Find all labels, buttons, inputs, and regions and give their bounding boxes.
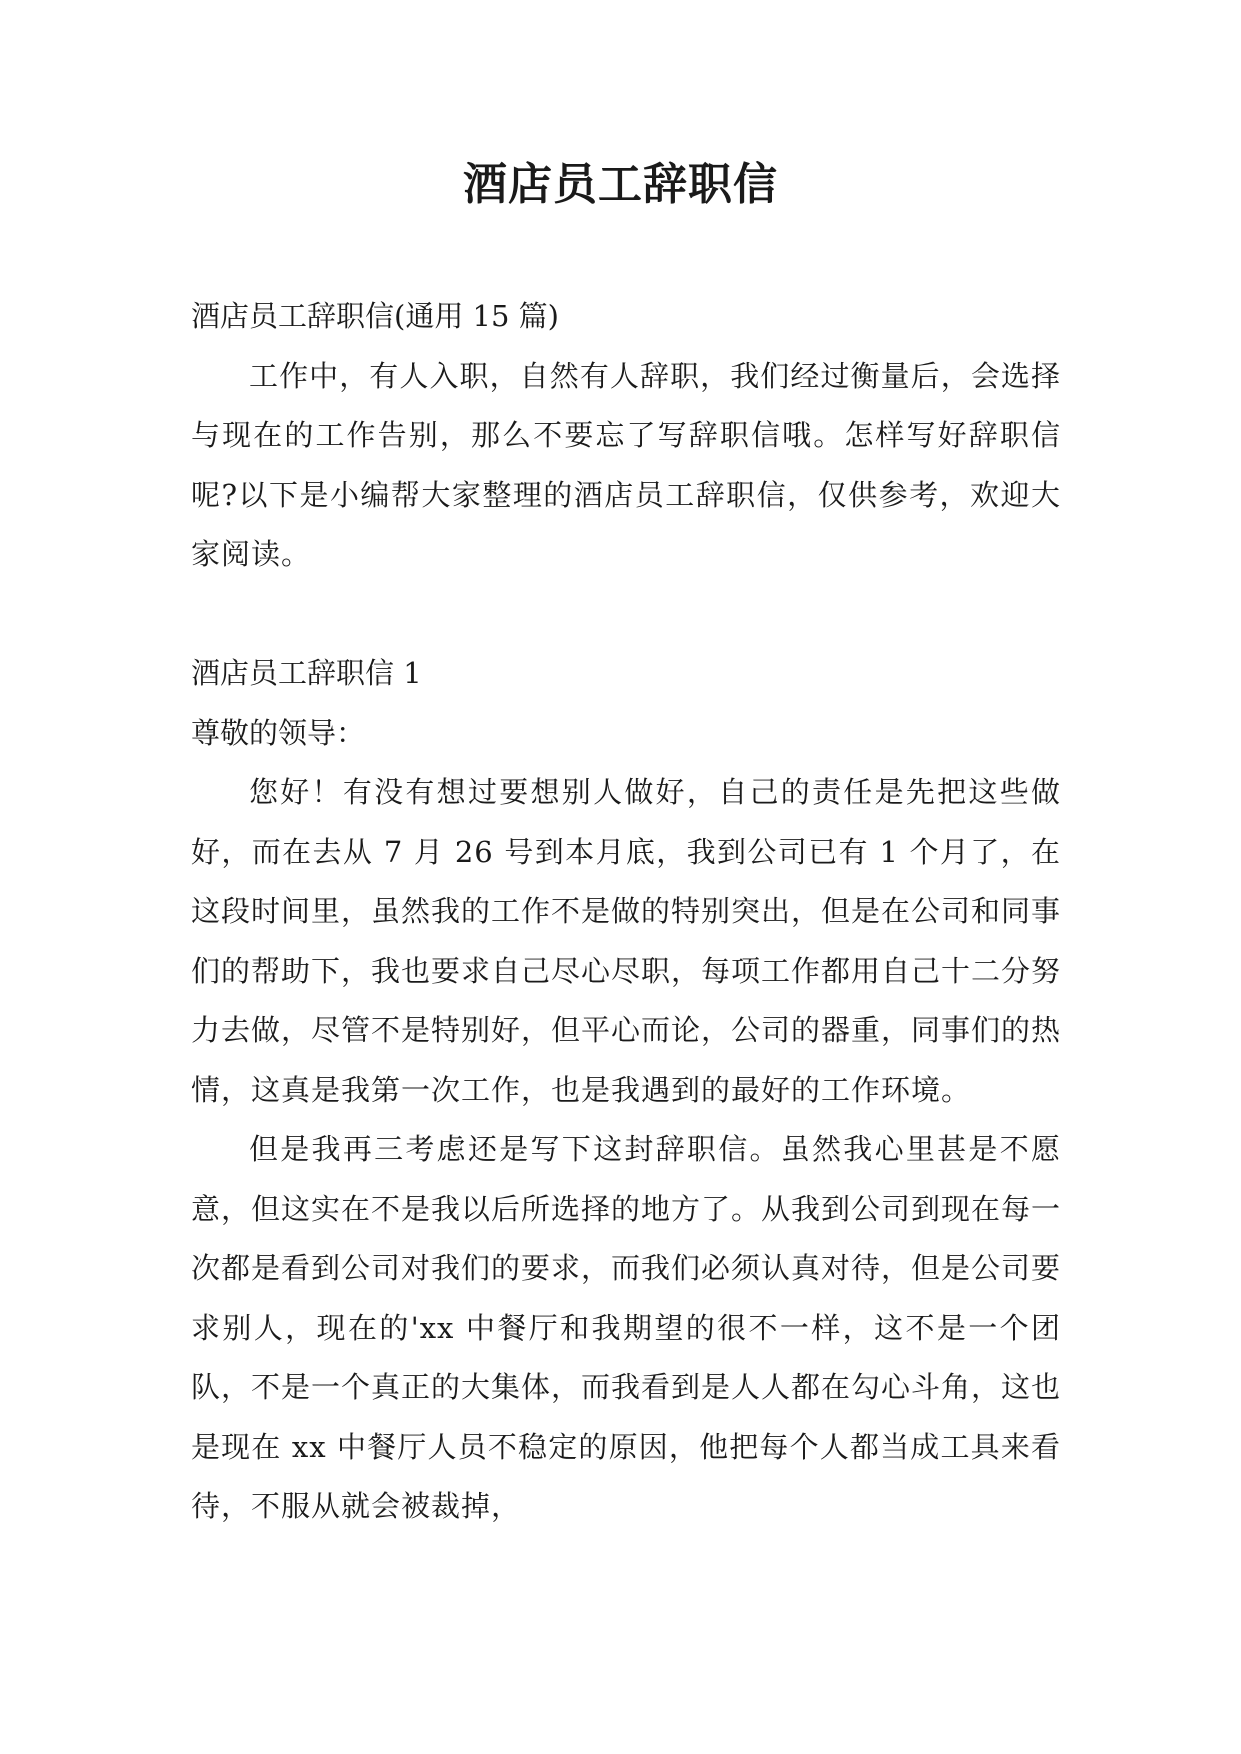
letter-salutation: 尊敬的领导： <box>191 715 366 750</box>
section-spacer <box>191 585 1061 645</box>
document-body <box>191 287 1061 1537</box>
document-subtitle: 酒店员工辞职信(通用 15 篇) <box>191 299 559 333</box>
letter-heading: 酒店员工辞职信 1 <box>191 656 422 690</box>
document-title: 酒店员工辞职信 <box>463 159 778 210</box>
letter-paragraph: 您好！有没有想过要想别人做好，自己的责任是先把这些做好，而在去从 7 月 26 号到本月底，我到公司已有 1 个月了，在这段时间里，虽然我的工作不是做的特别突出，但是在公司和同事们的帮助下，我也要求自己尽心尽职，每项工作都用自己十二分努力去做，尽管不是特别好，但平心而论，公司的器重，同事们的热情，这真是我第一次工作，也是我遇到的最好的工作环境。 <box>191 775 1062 1107</box>
intro-paragraph: 工作中，有人入职，自然有人辞职，我们经过衡量后，会选择与现在的工作告别，那么不要忘了写辞职信哦。怎样写好辞职信呢?以下是小编帮大家整理的酒店员工辞职信，仅供参考，欢迎大家阅读。 <box>191 358 1061 571</box>
letter-paragraph: 但是我再三考虑还是写下这封辞职信。虽然我心里甚是不愿意，但这实在不是我以后所选择的地方了。从我到公司到现在每一次都是看到公司对我们的要求，而我们必须认真对待，但是公司要求别人，现在的'xx 中餐厅和我期望的很不一样，这不是一个团队，不是一个真正的大集体，而我看到是人人都在勾心斗角，这也是现在 xx 中餐厅人员不稳定的原因，他把每个人都当成工具来看待，不服从就会被裁掉， <box>191 1132 1062 1523</box>
